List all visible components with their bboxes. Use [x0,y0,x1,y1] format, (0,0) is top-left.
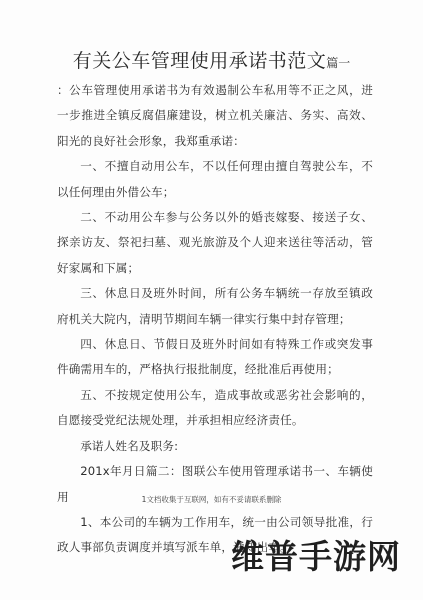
paragraph-item-2: 二、不动用公车参与公务以外的婚丧嫁娶、接送子女、探亲访友、祭祀扫墓、观光旅游及个人迎来送往等活动，管好家属和下属； [57,210,373,275]
document-title [0,46,423,73]
paragraph-item-5: 五、不按规定使用公车，造成事故或恶劣社会影响的，自愿接受党纪法规处理，并承担相应经济责任。 [57,387,373,428]
paragraph-date-section-two: 201x年月日篇二：图联公车使用管理承诺书一、车辆使用 [57,464,373,504]
paragraph-intro: ：公车管理使用承诺书为有效遏制公车私用等不正之风，进一步推进全镇反腐倡廉建设，树立机关廉洁、务实、高效、阳光的良好社会形象，我郑重承诺： [57,83,373,148]
paragraph-item-3: 三、休息日及班外时间，所有公务车辆统一存放至镇政府机关大院内，清明节期间车辆一律实行集中封存管理； [57,286,373,326]
footer-disclaimer: 1文档收集于互联网，如有不妥请联系删除 [141,495,282,504]
paragraph-signatory: 承诺人姓名及职务: [80,438,179,453]
paragraph-item-1: 一、不擅自动用公车，不以任何理由擅自驾驶公车，不以任何理由外借公车； [57,159,373,199]
paragraph-item-4: 四、休息日、节假日及班外时间如有特殊工作或突发事件确需用车的，严格执行报批制度，经批准后再使用； [57,337,373,377]
document-title-text: 有关公车管理使用承诺书范文 [72,50,327,72]
paragraph-vehicle-rule-1: 1、本公司的车辆为工作用车，统一由公司领导批准，行政人事部负责调度并填写派车单，通知出车。 [57,514,373,555]
document-title-suffix: 篇一 [326,56,351,70]
document-body [57,78,373,561]
site-watermark: 维普手游网 [231,537,401,576]
